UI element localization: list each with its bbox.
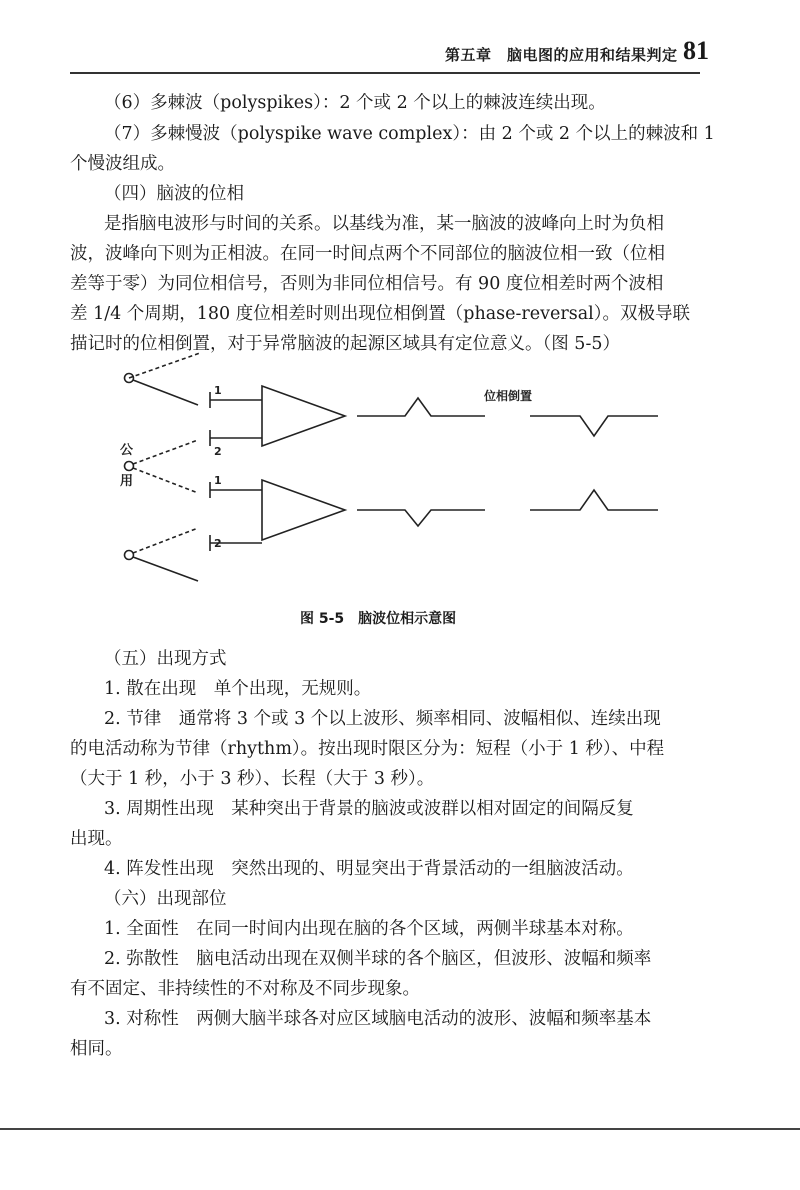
electrode-common bbox=[125, 462, 134, 471]
text-line: 是指脑电波形与时间的关系。以基线为准，某一脑波的波峰向上时为负相 bbox=[104, 214, 664, 234]
text-line: 2. 节律 通常将 3 个或 3 个以上波形、频率相同、波幅相似、连续出现 bbox=[104, 709, 661, 729]
figure-caption: 图 5-5 脑波位相示意图 bbox=[300, 611, 457, 627]
waveform-positive-bottom bbox=[357, 510, 485, 526]
input-label-1: 1 bbox=[214, 384, 222, 397]
text-line: 差 1/4 个周期，180 度位相差时则出现位相倒置（phase-reversal）。双极导联 bbox=[70, 304, 691, 324]
text-line: （7）多棘慢波（polyspike wave complex）：由 2 个或 2 个以上的棘波和 1 bbox=[104, 124, 715, 144]
header-rule bbox=[70, 72, 700, 74]
text-line: 3. 周期性出现 某种突出于背景的脑波或波群以相对固定的间隔反复 bbox=[104, 799, 634, 819]
section-heading: （五）出现方式 bbox=[104, 649, 227, 669]
waveform-negative-bottom bbox=[530, 490, 658, 510]
input-label-2: 2 bbox=[214, 445, 222, 458]
dashed-lead bbox=[133, 440, 198, 464]
text-line: 的电活动称为节律（rhythm）。按出现时限区分为：短程（小于 1 秒）、中程 bbox=[70, 739, 665, 759]
phase-diagram-svg bbox=[0, 330, 800, 620]
dashed-lead bbox=[133, 468, 198, 493]
phase-reversal-label: 位相倒置 bbox=[484, 389, 533, 403]
text-line: 个慢波组成。 bbox=[70, 154, 175, 174]
text-line: 描记时的位相倒置，对于异常脑波的起源区域具有定位意义。（图 5-5） bbox=[70, 334, 620, 354]
dashed-lead bbox=[133, 528, 198, 553]
text-line: 1. 全面性 在同一时间内出现在脑的各个区域，两侧半球基本对称。 bbox=[104, 919, 634, 939]
text-line: 有不固定、非持续性的不对称及不同步现象。 bbox=[70, 979, 420, 999]
common-label: 用 bbox=[120, 474, 134, 489]
lead-line bbox=[133, 557, 198, 581]
section-heading: （四）脑波的位相 bbox=[104, 184, 244, 204]
waveform-positive-top bbox=[530, 416, 658, 436]
page-number: 81 bbox=[683, 36, 709, 65]
text-line: 4. 阵发性出现 突然出现的、明显突出于背景活动的一组脑波活动。 bbox=[104, 859, 634, 879]
amplifier-top bbox=[262, 386, 345, 446]
text-line: （大于 1 秒，小于 3 秒）、长程（大于 3 秒）。 bbox=[70, 769, 435, 789]
common-label: 公 bbox=[120, 443, 134, 458]
electrode-bottom bbox=[125, 551, 134, 560]
phase-diagram bbox=[0, 330, 800, 620]
footer-rule bbox=[0, 1128, 800, 1130]
text-line: （6）多棘波（polyspikes）：2 个或 2 个以上的棘波连续出现。 bbox=[104, 93, 606, 113]
amplifier-bottom bbox=[262, 480, 345, 540]
text-line: 1. 散在出现 单个出现，无规则。 bbox=[104, 679, 372, 699]
lead-line bbox=[133, 380, 198, 405]
page-header bbox=[0, 0, 800, 80]
section-heading: （六）出现部位 bbox=[104, 889, 227, 909]
input-label-1: 1 bbox=[214, 474, 222, 487]
dashed-lead bbox=[129, 353, 200, 378]
text-line: 差等于零）为同位相信号，否则为非同位相信号。有 90 度位相差时两个波相 bbox=[70, 274, 664, 294]
input-label-2: 2 bbox=[214, 537, 222, 550]
chapter-title: 第五章 脑电图的应用和结果判定 bbox=[445, 46, 678, 64]
text-line: 相同。 bbox=[70, 1039, 123, 1059]
text-line: 2. 弥散性 脑电活动出现在双侧半球的各个脑区，但波形、波幅和频率 bbox=[104, 949, 652, 969]
waveform-negative-top bbox=[357, 398, 485, 416]
text-line: 波，波峰向下则为正相波。在同一时间点两个不同部位的脑波位相一致（位相 bbox=[70, 244, 665, 264]
text-line: 出现。 bbox=[70, 829, 123, 849]
text-line: 3. 对称性 两侧大脑半球各对应区域脑电活动的波形、波幅和频率基本 bbox=[104, 1009, 652, 1029]
